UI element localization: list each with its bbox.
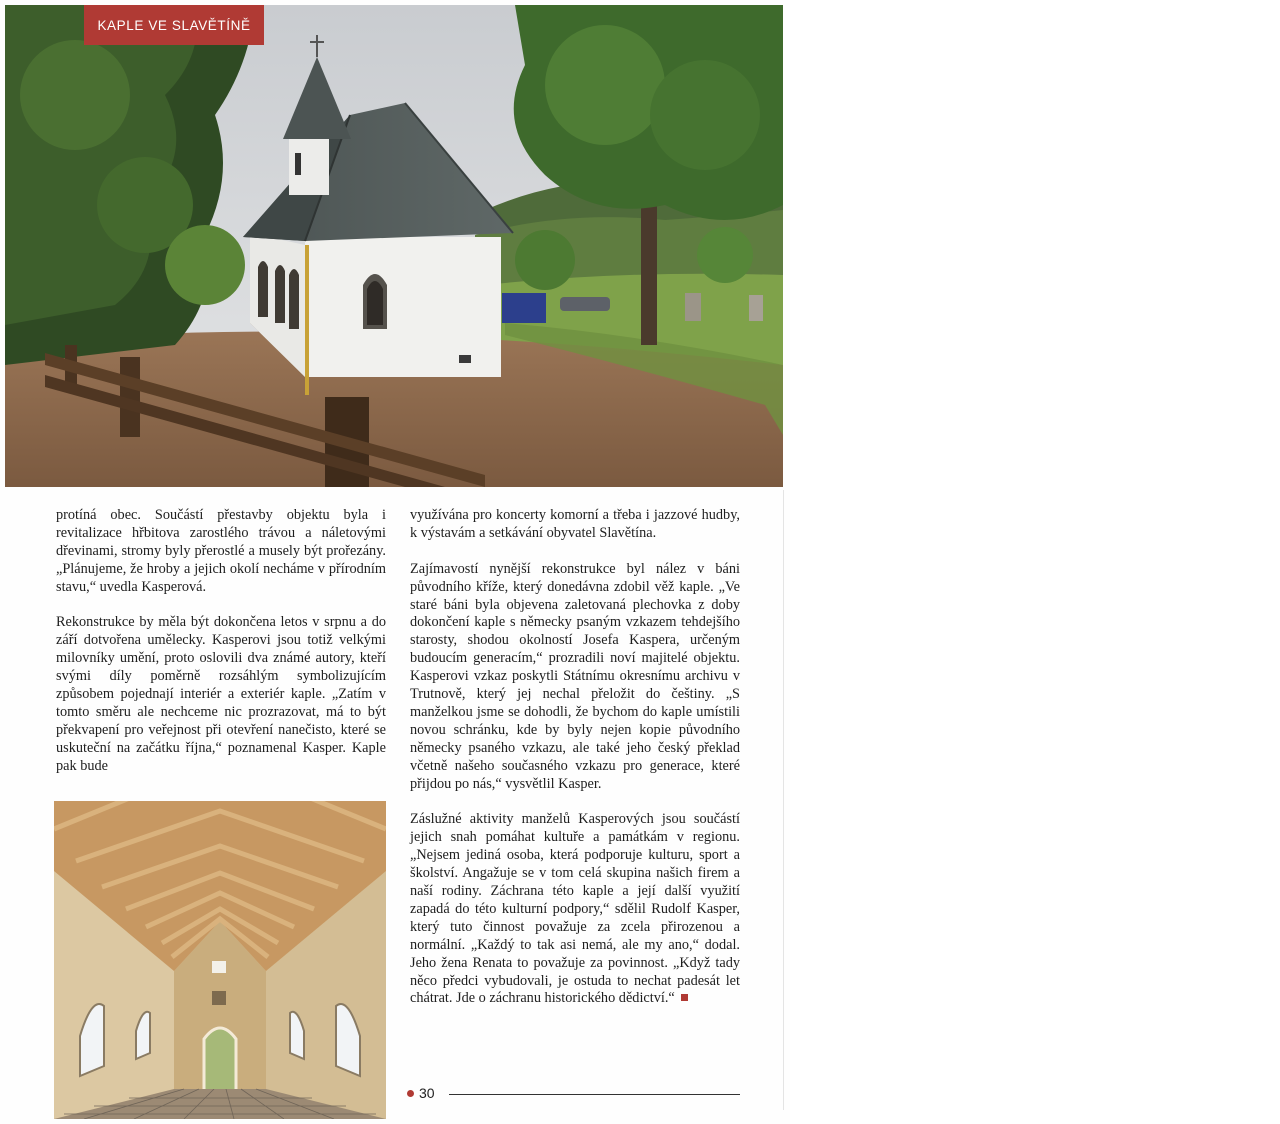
article-column-left bbox=[56, 507, 386, 776]
article-column-right bbox=[410, 507, 740, 1008]
bullet-icon bbox=[407, 1090, 414, 1097]
chapel-exterior-photo bbox=[5, 5, 783, 487]
end-of-article-mark bbox=[681, 994, 688, 1001]
article-paragraph-text: Záslužné aktivity manželů Kasperových jsou součástí jejich snah pomáhat kultuře a památkám v regionu. „Nejsem jediná osoba, která podporuje kulturu, sport a školství. Angažuje se v tom celá skupina našich firem a naší rodiny. Záchrana této kaple a její další využití zapadá do této kulturní podpory,“ sdělil Rudolf Kasper, který tuto činnost považuje za zcela přirozenou a normální. „Každý to tak asi nemá, ale my ano,“ dodal. Jeho žena Renata to považuje za povinnost. „Když tady něco předci vybudovali, je ostuda to nechat padesát let chátrat. Jde o záchranu historického dědictví.“ bbox=[410, 811, 740, 1007]
article-paragraph: Rekonstrukce by měla být dokončena letos v srpnu a do září dotvořena umělecky. Kasperovi jsou totiž velkými milovníky umění, proto oslovili dva známé autory, kteří svými díly poměrně rozsáhlým symbolizujícím způsobem pojednají interiér a exteriér kaple. „Zatím v tomto směru ale nechceme nic prozrazovat, má to být překvapení pro veřejnost při otevření nanečisto, které se uskuteční na začátku října,“ poznamenal Kasper. Kaple pak bude bbox=[56, 614, 386, 774]
section-tag: KAPLE VE SLAVĚTÍNĚ bbox=[84, 5, 264, 45]
footer-rule bbox=[449, 1094, 740, 1095]
page-edge-divider bbox=[783, 490, 784, 1110]
article-paragraph: Zajímavostí nynější rekonstrukce byl nález v báni původního kříže, který donedávna zdobil věž kaple. „Ve staré báni byla objevena zaletovaná plechovka z doby dokončení kaple s německy psaným vzkazem tehdejšího starosty, shodou okolností Josefa Kaspera, určeným budoucím generacím,“ prozradili noví majitelé objektu. Kasperovi vzkaz poskytli Státnímu okresnímu archivu v Trutnově, který jej nechal přeložit do češtiny. „S manželkou jsme se dohodli, že bychom do kaple umístili novou schránku, kde by byly nejen kopie původního německy psaného vzkazu, ale také jeho český překlad včetně našeho současného vzkazu pro generace, které přijdou po nás,“ vysvětlil Kasper. bbox=[410, 560, 740, 792]
article-paragraph: protíná obec. Součástí přestavby objektu byla i revitalizace hřbitova zarostlého trávou a náletovými dřevinami, stromy byly přerostlé a musely být prořezány. „Plánujeme, že hroby a jejich okolí necháme v přírodním stavu,“ uvedla Kasperová. bbox=[56, 507, 386, 595]
page-footer bbox=[407, 1084, 740, 1102]
page-number: 30 bbox=[419, 1085, 435, 1101]
article-paragraph: využívána pro koncerty komorní a třeba i jazzové hudby, k výstavám a setkávání obyvatel Slavětína. bbox=[410, 507, 740, 541]
article-paragraph-final bbox=[410, 811, 740, 1008]
chapel-interior-photo bbox=[54, 801, 386, 1119]
